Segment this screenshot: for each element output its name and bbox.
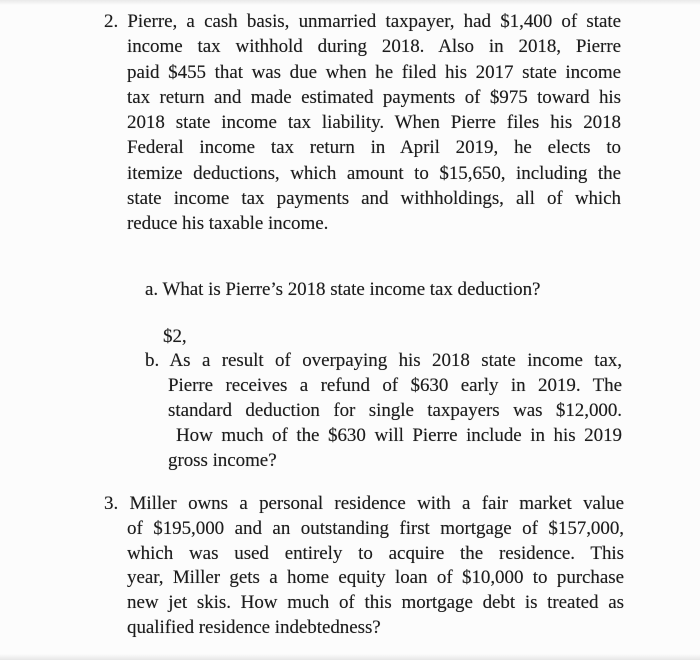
question-3-line: qualified residence indebtedness?	[127, 616, 381, 638]
question-2	[104, 9, 621, 237]
question-3-line: of $195,000 and an outstanding first mortgage of $157,000,	[127, 517, 624, 539]
question-2-line: 2018 state income tax liability. When Pierre files his 2018	[127, 112, 621, 134]
sub-question-b-line: standard deduction for single taxpayers was $12,000.	[168, 400, 622, 421]
question-2-line: Federal income tax return in April 2019, he elects to	[127, 137, 621, 159]
sub-question-b-line: Pierre receives a refund of $630 early in 2019. The	[168, 375, 622, 396]
question-3-line: new jet skis. How much of this mortgage debt is treated as	[127, 592, 624, 614]
question-2-line: income tax withhold during 2018. Also in 2018, Pierre	[127, 36, 621, 58]
question-2-line: reduce his taxable income.	[127, 213, 329, 235]
answer-fragment-text: $2,	[163, 326, 187, 347]
question-2-line: tax return and made estimated payments of $975 toward his	[127, 86, 621, 108]
sub-question-a	[145, 277, 605, 302]
question-2-line: state income tax payments and withholdings, all of which	[127, 188, 621, 210]
sub-question-b-line: gross income?	[168, 450, 277, 471]
question-2-line: paid $455 that was due when he filed his 2017 state income	[127, 61, 621, 83]
question-3-line: year, Miller gets a home equity loan of $10,000 to purchase	[127, 567, 624, 589]
sub-question-a-text: a. What is Pierre’s 2018 state income tax deduction?	[145, 279, 541, 300]
sub-question-b-line: b. As a result of overpaying his 2018 state income tax,	[145, 350, 622, 371]
sub-question-b	[145, 348, 622, 473]
question-2-line: 2. Pierre, a cash basis, unmarried taxpayer, had $1,400 of state	[104, 11, 621, 32]
question-3-line: which was used entirely to acquire the residence. This	[127, 542, 624, 564]
question-3	[104, 492, 624, 641]
question-3-line: 3. Miller owns a personal residence with a fair market value	[104, 493, 624, 514]
question-2-line: itemize deductions, which amount to $15,650, including the	[127, 162, 621, 184]
answer-fragment	[163, 324, 283, 349]
sub-question-b-line: How much of the $630 will Pierre include in his 2019	[176, 425, 622, 446]
